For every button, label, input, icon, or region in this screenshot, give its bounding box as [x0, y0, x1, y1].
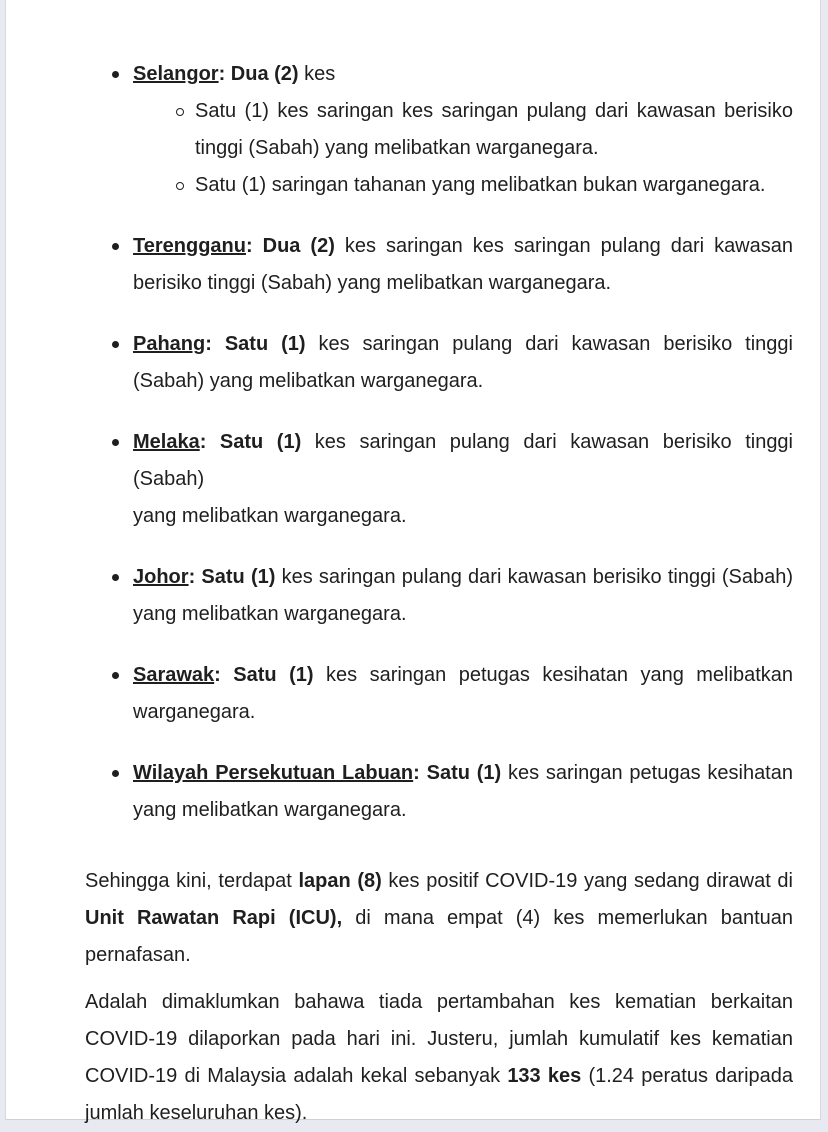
- bullet-text: [133, 559, 793, 633]
- text-run: jumlah keseluruhan kes).: [85, 1102, 308, 1124]
- text-run: yang melibatkan warganegara.: [133, 799, 407, 821]
- text-line: [195, 93, 793, 130]
- text-line: [85, 1058, 793, 1095]
- text-line: [133, 228, 793, 265]
- text-run: lapan (8): [298, 870, 382, 892]
- text-run: kes saringan pulang dari kawasan berisiko tinggi (Sabah): [275, 566, 793, 588]
- text-line: [133, 657, 793, 694]
- bullet-dot-icon: [112, 672, 119, 679]
- text-line: [133, 424, 793, 498]
- text-run: : Dua (2): [245, 235, 335, 257]
- bullet-text: [133, 326, 793, 400]
- bullet-dot-icon: [112, 243, 119, 250]
- text-run: (1.24 peratus daripada: [581, 1065, 794, 1087]
- bullet-dot-icon: [112, 770, 119, 777]
- text-run: (Sabah) yang melibatkan warganegara.: [133, 370, 484, 392]
- bullet-dot-icon: [112, 574, 119, 581]
- text-run: COVID-19 di Malaysia adalah kekal sebanyak: [85, 1065, 508, 1087]
- text-run: Selangor: [133, 63, 219, 85]
- text-line: [133, 559, 793, 596]
- text-run: Unit Rawatan Rapi (ICU),: [85, 907, 343, 929]
- text-run: berisiko tinggi (Sabah) yang melibatkan warganegara.: [133, 272, 612, 294]
- sub-bullet-text: [195, 167, 793, 204]
- text-line: [133, 792, 793, 829]
- text-run: warganegara.: [133, 701, 256, 723]
- text-run: : Satu (1): [205, 333, 306, 355]
- text-line: [85, 937, 793, 974]
- text-run: kes: [298, 63, 336, 85]
- text-line: [85, 863, 793, 900]
- bullet-text: [133, 228, 793, 302]
- bullet-circle-icon: [176, 182, 184, 190]
- bullet-item: [85, 326, 793, 400]
- text-run: Sehingga kini, terdapat: [85, 870, 299, 892]
- text-line: [85, 1095, 793, 1132]
- bullet-dot-icon: [112, 71, 119, 78]
- text-line: [195, 130, 793, 167]
- bullet-item: [85, 424, 793, 535]
- text-run: Terengganu: [133, 235, 246, 257]
- text-line: [133, 265, 793, 302]
- text-run: : Dua (2): [218, 63, 299, 85]
- bullet-circle-icon: [176, 108, 184, 116]
- bullet-item: [85, 56, 793, 204]
- bullet-text: [133, 56, 793, 93]
- sub-bullet-item: [133, 167, 793, 204]
- bullet-text: [133, 657, 793, 731]
- text-run: 133 kes: [507, 1065, 582, 1087]
- text-line: [133, 326, 793, 363]
- text-line: [133, 596, 793, 633]
- document-page: [5, 0, 821, 1124]
- text-run: kes saringan kes saringan pulang dari kawasan: [334, 235, 793, 257]
- text-run: Adalah dimaklumkan bahawa tiada pertambahan kes kematian berkaitan: [85, 991, 793, 1013]
- text-run: Wilayah Persekutuan Labuan: [133, 762, 414, 784]
- text-run: : Satu (1): [188, 566, 276, 588]
- text-run: di mana empat (4) kes memerlukan bantuan: [342, 907, 793, 929]
- bullet-text: [133, 424, 793, 535]
- bullet-dot-icon: [112, 341, 119, 348]
- text-line: [85, 1021, 793, 1058]
- text-run: yang melibatkan warganegara.: [133, 603, 407, 625]
- text-line: [85, 900, 793, 937]
- paragraph: [85, 863, 793, 974]
- text-run: Melaka: [133, 431, 200, 453]
- text-line: [133, 694, 793, 731]
- bullet-list: [85, 56, 793, 853]
- text-run: Satu (1) kes saringan kes saringan pulang dari kawasan berisiko: [195, 100, 793, 122]
- text-line: [133, 56, 793, 93]
- text-run: : Satu (1): [214, 664, 314, 686]
- text-run: kes saringan pulang dari kawasan berisiko tinggi (Sabah): [133, 431, 794, 490]
- paragraph: [85, 984, 793, 1132]
- sub-bullet-text: [195, 93, 793, 167]
- bullet-dot-icon: [112, 439, 119, 446]
- document-content: [6, 0, 820, 1132]
- text-line: [133, 498, 793, 535]
- text-run: kes saringan pulang dari kawasan berisiko tinggi: [305, 333, 793, 355]
- text-run: Sarawak: [133, 664, 215, 686]
- text-line: [133, 363, 793, 400]
- bullet-item: [85, 755, 793, 829]
- bullet-item: [85, 559, 793, 633]
- bullet-text: [133, 755, 793, 829]
- text-run: : Satu (1): [413, 762, 502, 784]
- text-run: : Satu (1): [199, 431, 302, 453]
- text-run: Johor: [133, 566, 189, 588]
- text-run: COVID-19 dilaporkan pada hari ini. Justeru, jumlah kumulatif kes kematian: [85, 1028, 793, 1050]
- text-run: Pahang: [133, 333, 206, 355]
- text-run: Satu (1) saringan tahanan yang melibatkan bukan warganegara.: [195, 174, 766, 196]
- text-run: kes positif COVID-19 yang sedang dirawat di: [381, 870, 793, 892]
- bullet-item: [85, 228, 793, 302]
- text-line: [133, 755, 793, 792]
- text-line: [85, 984, 793, 1021]
- text-run: tinggi (Sabah) yang melibatkan warganegara.: [195, 137, 599, 159]
- bullet-item: [85, 657, 793, 731]
- paragraphs: [85, 853, 793, 1132]
- text-run: kes saringan petugas kesihatan: [501, 762, 793, 784]
- text-line: [195, 167, 793, 204]
- sub-bullet-item: [133, 93, 793, 167]
- text-run: yang melibatkan warganegara.: [133, 505, 407, 527]
- text-run: pernafasan.: [85, 944, 191, 966]
- text-run: kes saringan petugas kesihatan yang melibatkan: [313, 664, 793, 686]
